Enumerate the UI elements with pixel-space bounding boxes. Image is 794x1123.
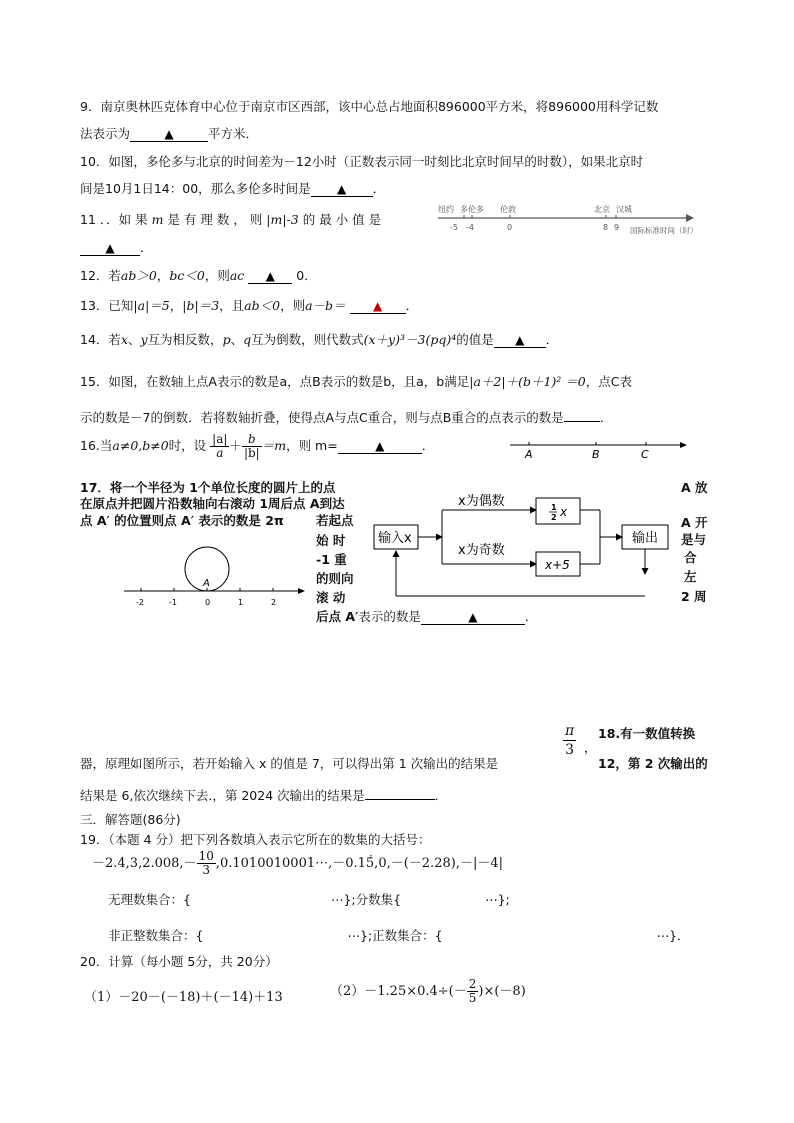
q17-tail (316, 607, 537, 625)
q16-end: ． (421, 438, 435, 453)
timeline-caption: 国际标准时间（时） (630, 226, 698, 235)
q20-frac-num: 2 (468, 977, 477, 991)
q14-var-x: x (120, 332, 128, 347)
q17-col-0: 始 时 (316, 533, 346, 548)
section-three-title: 三．解答题(86分) (80, 812, 181, 827)
q20-frac (467, 978, 479, 1005)
q10-prefix: 间是10月1日14：00，那么多伦多时间是 (80, 181, 311, 196)
q18-comma: ， (584, 740, 597, 755)
q15-answer-blank[interactable] (564, 421, 600, 422)
q20-frac-den: 5 (468, 991, 477, 1005)
q14-text-g: ． (545, 332, 559, 347)
q18-pi-num: π (565, 723, 575, 739)
q13-expr3: ab＜0 (244, 298, 281, 313)
half-box (536, 498, 580, 524)
q13-expr1: |a|＝5 (133, 298, 170, 313)
q13-answer-blank[interactable] (350, 299, 406, 314)
q12-expr-ac: ac (229, 268, 245, 283)
label-london: 伦敦 (500, 205, 516, 214)
q9-prefix: 法表示为 (80, 126, 131, 141)
q19-title: 19．（本题 4 分）把下列各数填入表示它所在的数集的大括号： (80, 832, 431, 847)
triangle-marker-icon: ▲ (375, 439, 385, 453)
q14-text-a: 14．若 (80, 332, 121, 347)
q17-col-2: 的则向 (316, 571, 354, 586)
q9-suffix: 平方米． (208, 126, 259, 141)
q16-text-a: 16.当 (80, 438, 113, 453)
tick-m5: -5 (450, 223, 458, 232)
tick-m4: -4 (466, 223, 474, 232)
q19-nums-b: ,0.1010010001⋯,－0.15̇̇,0,－(－2.28),－|－4| (215, 856, 503, 871)
q13-text-e: ． (405, 298, 419, 313)
circle-point-a: A (203, 578, 210, 589)
q11-text-b: 是 有 理 数 ， 则 (167, 212, 263, 227)
q11-line1 (80, 210, 381, 228)
q16-text-b: 时，设 (168, 438, 207, 453)
q17-right3a: 若起点 (316, 513, 354, 528)
flowchart (370, 488, 675, 606)
q17-rightcol-3: 2 周 (681, 589, 707, 604)
q16-frac2 (242, 433, 262, 460)
q19-frac (197, 850, 216, 877)
q18-line3 (80, 786, 447, 804)
q20-part2-a: （2）－1.25×0.4÷(－ (330, 984, 467, 999)
q19-row1 (108, 890, 510, 908)
nonpositive-int-set-end: ⋯};正数集合：{ (347, 928, 443, 943)
q14-text-d: 、 (230, 332, 244, 347)
q13-text-a: 13．已知 (80, 298, 134, 313)
q20-part2-b: )×(－8) (478, 984, 526, 999)
q15-text-c: 示的数是－7的倒数．若将数轴折叠，使得点A与点C重合，则与点B重合的点表示的数是 (80, 410, 564, 425)
circle-tick-m2: -2 (136, 598, 144, 607)
q15-text-a: 15．如图，在数轴上点A表示的数是a，点B表示的数是b，且a，b满足 (80, 374, 470, 389)
q19-nums-a: －2.4,3,2.008, (92, 856, 184, 871)
q16-line (80, 433, 434, 460)
q20-title: 20．计算（每小题 5分，共 20分） (80, 954, 278, 969)
label-newyork: 纽约 (438, 205, 454, 214)
even-label: x为偶数 (458, 494, 505, 509)
q19-numbers (92, 850, 503, 877)
q13-text-b: ， (169, 298, 183, 313)
rolling-circle-figure (120, 544, 310, 610)
q11-answer-blank[interactable] (80, 241, 140, 256)
q13-line (80, 296, 418, 314)
q19-frac-den: 3 (202, 863, 211, 877)
tick-0: 0 (507, 223, 513, 232)
input-label: 输入x (378, 531, 412, 546)
odd-label: x为奇数 (458, 543, 505, 558)
q10-line2 (80, 179, 385, 197)
label-beijing: 北京 (594, 205, 610, 214)
q14-answer-blank[interactable] (494, 333, 546, 348)
q14-text-f: 的值是 (456, 332, 494, 347)
q14-line (80, 330, 558, 348)
q12-line (80, 266, 317, 284)
q17-right3b: A 开 (681, 515, 708, 530)
half-x: x (560, 505, 568, 519)
q17-end: ． (524, 609, 538, 624)
triangle-marker-icon: ▲ (468, 610, 478, 624)
q12-text-a: 12．若 (80, 268, 121, 283)
q17-rightcol-0: 是与 (681, 532, 707, 547)
q18-pi-den: 3 (565, 742, 575, 758)
irrational-set-end: ⋯};分数集{ (330, 892, 402, 907)
q12-expr-bc: bc＜0 (169, 268, 205, 283)
q17-rightcol-2: 左 (684, 569, 697, 584)
q13-expr2: |b|＝3 (182, 298, 220, 313)
q17-right1: A 放 (681, 480, 708, 495)
q11-expr: |m|-3 (266, 212, 299, 227)
q17-answer-blank[interactable] (421, 610, 525, 625)
q13-text-d: ，则 (280, 298, 306, 313)
q16-eq: ＝m (261, 438, 287, 453)
q19-row2 (108, 926, 690, 944)
triangle-marker-red-icon: ▲ (372, 299, 383, 313)
q14-text-b: 、 (127, 332, 141, 347)
triangle-marker-icon: ▲ (164, 127, 174, 141)
circle-tick-m1: -1 (169, 598, 177, 607)
q20-part1: （1）－20－(－18)＋(－14)＋13 (84, 990, 283, 1005)
q16-answer-blank[interactable] (338, 439, 422, 454)
q18-right2: 12，第 2 次输出的 (598, 756, 708, 771)
half-den: 2 (551, 513, 557, 522)
q10-line1: 10．如图，多伦多与北京的时间差为－12小时（正数表示同一时刻比北京时间早的时数），如果北京时 (80, 154, 644, 169)
tick-9: 9 (614, 223, 620, 232)
tick-8: 8 (603, 223, 609, 232)
label-toronto: 多伦多 (460, 205, 484, 214)
q13-text-c: ，且 (219, 298, 245, 313)
q10-answer-blank[interactable] (311, 182, 373, 197)
q14-text-c: 互为相反数， (147, 332, 223, 347)
time-zone-number-line (436, 202, 716, 244)
q16-frac1-num: |a| (212, 432, 228, 446)
q17-col-4: 后点 A′ (316, 609, 359, 624)
q19-neg: － (183, 856, 197, 871)
q16-cond: a≠0,b≠0 (112, 438, 169, 453)
q18-line3-text: 结果是 6,依次继续下去.，第 2024 次输出的结果是 (80, 788, 365, 803)
q18-answer-blank[interactable] (365, 799, 435, 800)
point-b-label: B (592, 448, 600, 461)
q17-rightcol-1: 合 (684, 550, 697, 565)
fraction-set-end: ⋯}; (485, 892, 510, 907)
q18-pi-fraction (563, 722, 576, 759)
q15-end: ． (599, 410, 613, 425)
q10-suffix: ． (372, 181, 386, 196)
circle-tick-2: 2 (271, 598, 277, 607)
q12-text-d: 0． (296, 268, 317, 283)
q9-line2 (80, 124, 258, 142)
q14-var-p: p (222, 332, 231, 347)
q18-right1: 18.有一数值转换 (598, 726, 696, 741)
q13-expr4: a－b＝ (305, 298, 346, 313)
irrational-set-label: 无理数集合：{ (108, 892, 191, 907)
q12-text-b: ， (156, 268, 170, 283)
q17-col-3: 滚 动 (316, 590, 346, 605)
q17-line1: 17．将一个半径为 1个单位长度的圆片上的点 (80, 480, 336, 495)
half-num: 1 (551, 503, 557, 512)
q12-expr-ab: ab＞0 (120, 268, 157, 283)
abc-number-line (510, 438, 690, 462)
q14-text-e: 互为倒数，则代数式 (251, 332, 364, 347)
q12-answer-blank[interactable] (248, 269, 292, 284)
q15-line2 (80, 408, 612, 426)
q17-line3: 点 A′ 的位置则点 A′ 表示的数是 2π (80, 513, 284, 528)
q17-line2: 在原点并把圆片沿数轴向右滚动 1周后点 A到达 (80, 496, 345, 511)
triangle-marker-icon: ▲ (105, 241, 115, 255)
q16-plus: ＋ (229, 438, 242, 453)
triangle-marker-icon: ▲ (515, 333, 525, 347)
circle-tick-1: 1 (238, 598, 244, 607)
q12-text-c: ，则 (204, 268, 230, 283)
q14-var-y: y (140, 332, 148, 347)
q14-var-q: q (243, 332, 252, 347)
q11-line2 (80, 238, 153, 256)
q11-end: ． (140, 240, 153, 255)
q17-tail-text: 表示的数是 (358, 609, 421, 624)
q16-frac1 (210, 433, 229, 460)
triangle-marker-icon: ▲ (265, 269, 275, 283)
triangle-marker-icon: ▲ (337, 182, 347, 196)
q16-frac2-den: |b| (243, 446, 260, 460)
label-seoul: 汉城 (616, 205, 632, 214)
q16-text-c: ，则 m= (286, 438, 338, 453)
point-c-label: C (641, 448, 649, 461)
q17-col-1: -1 重 (316, 552, 347, 567)
q16-frac1-den: a (216, 446, 224, 460)
point-a-label: A (525, 448, 533, 461)
q14-expr: (x＋y)³－3(pq)⁴ (363, 332, 457, 347)
q11-var-m: m (151, 212, 164, 227)
q15-text-b: ，点C表 (585, 374, 632, 389)
q9-answer-blank[interactable] (130, 127, 208, 142)
q15-line1 (80, 372, 632, 390)
q16-frac2-num: b (242, 433, 262, 447)
q20-part2 (330, 978, 526, 1005)
positive-set-end: ⋯}． (656, 928, 690, 943)
plus5-label: x+5 (545, 558, 570, 572)
q11-text-a: 11 ．．如 果 (80, 212, 148, 227)
q19-frac-num: 10 (198, 849, 214, 863)
output-label: 输出 (632, 531, 659, 546)
q9-line1: 9．南京奥林匹克体育中心位于南京市区西部，该中心总占地面积896000平方米，将896000用科学记数 (80, 99, 659, 114)
nonpositive-int-set-label: 非正整数集合：{ (108, 928, 204, 943)
q11-text-c: 的 最 小 值 是 (302, 212, 382, 227)
q18-end: ． (434, 788, 448, 803)
q18-line2: 器，原理如图所示，若开始输入 x 的值是 7，可以得出第 1 次输出的结果是 (80, 756, 499, 771)
circle-tick-0: 0 (205, 598, 211, 607)
q15-expr: |a＋2|＋(b＋1)² ＝0 (469, 374, 586, 389)
